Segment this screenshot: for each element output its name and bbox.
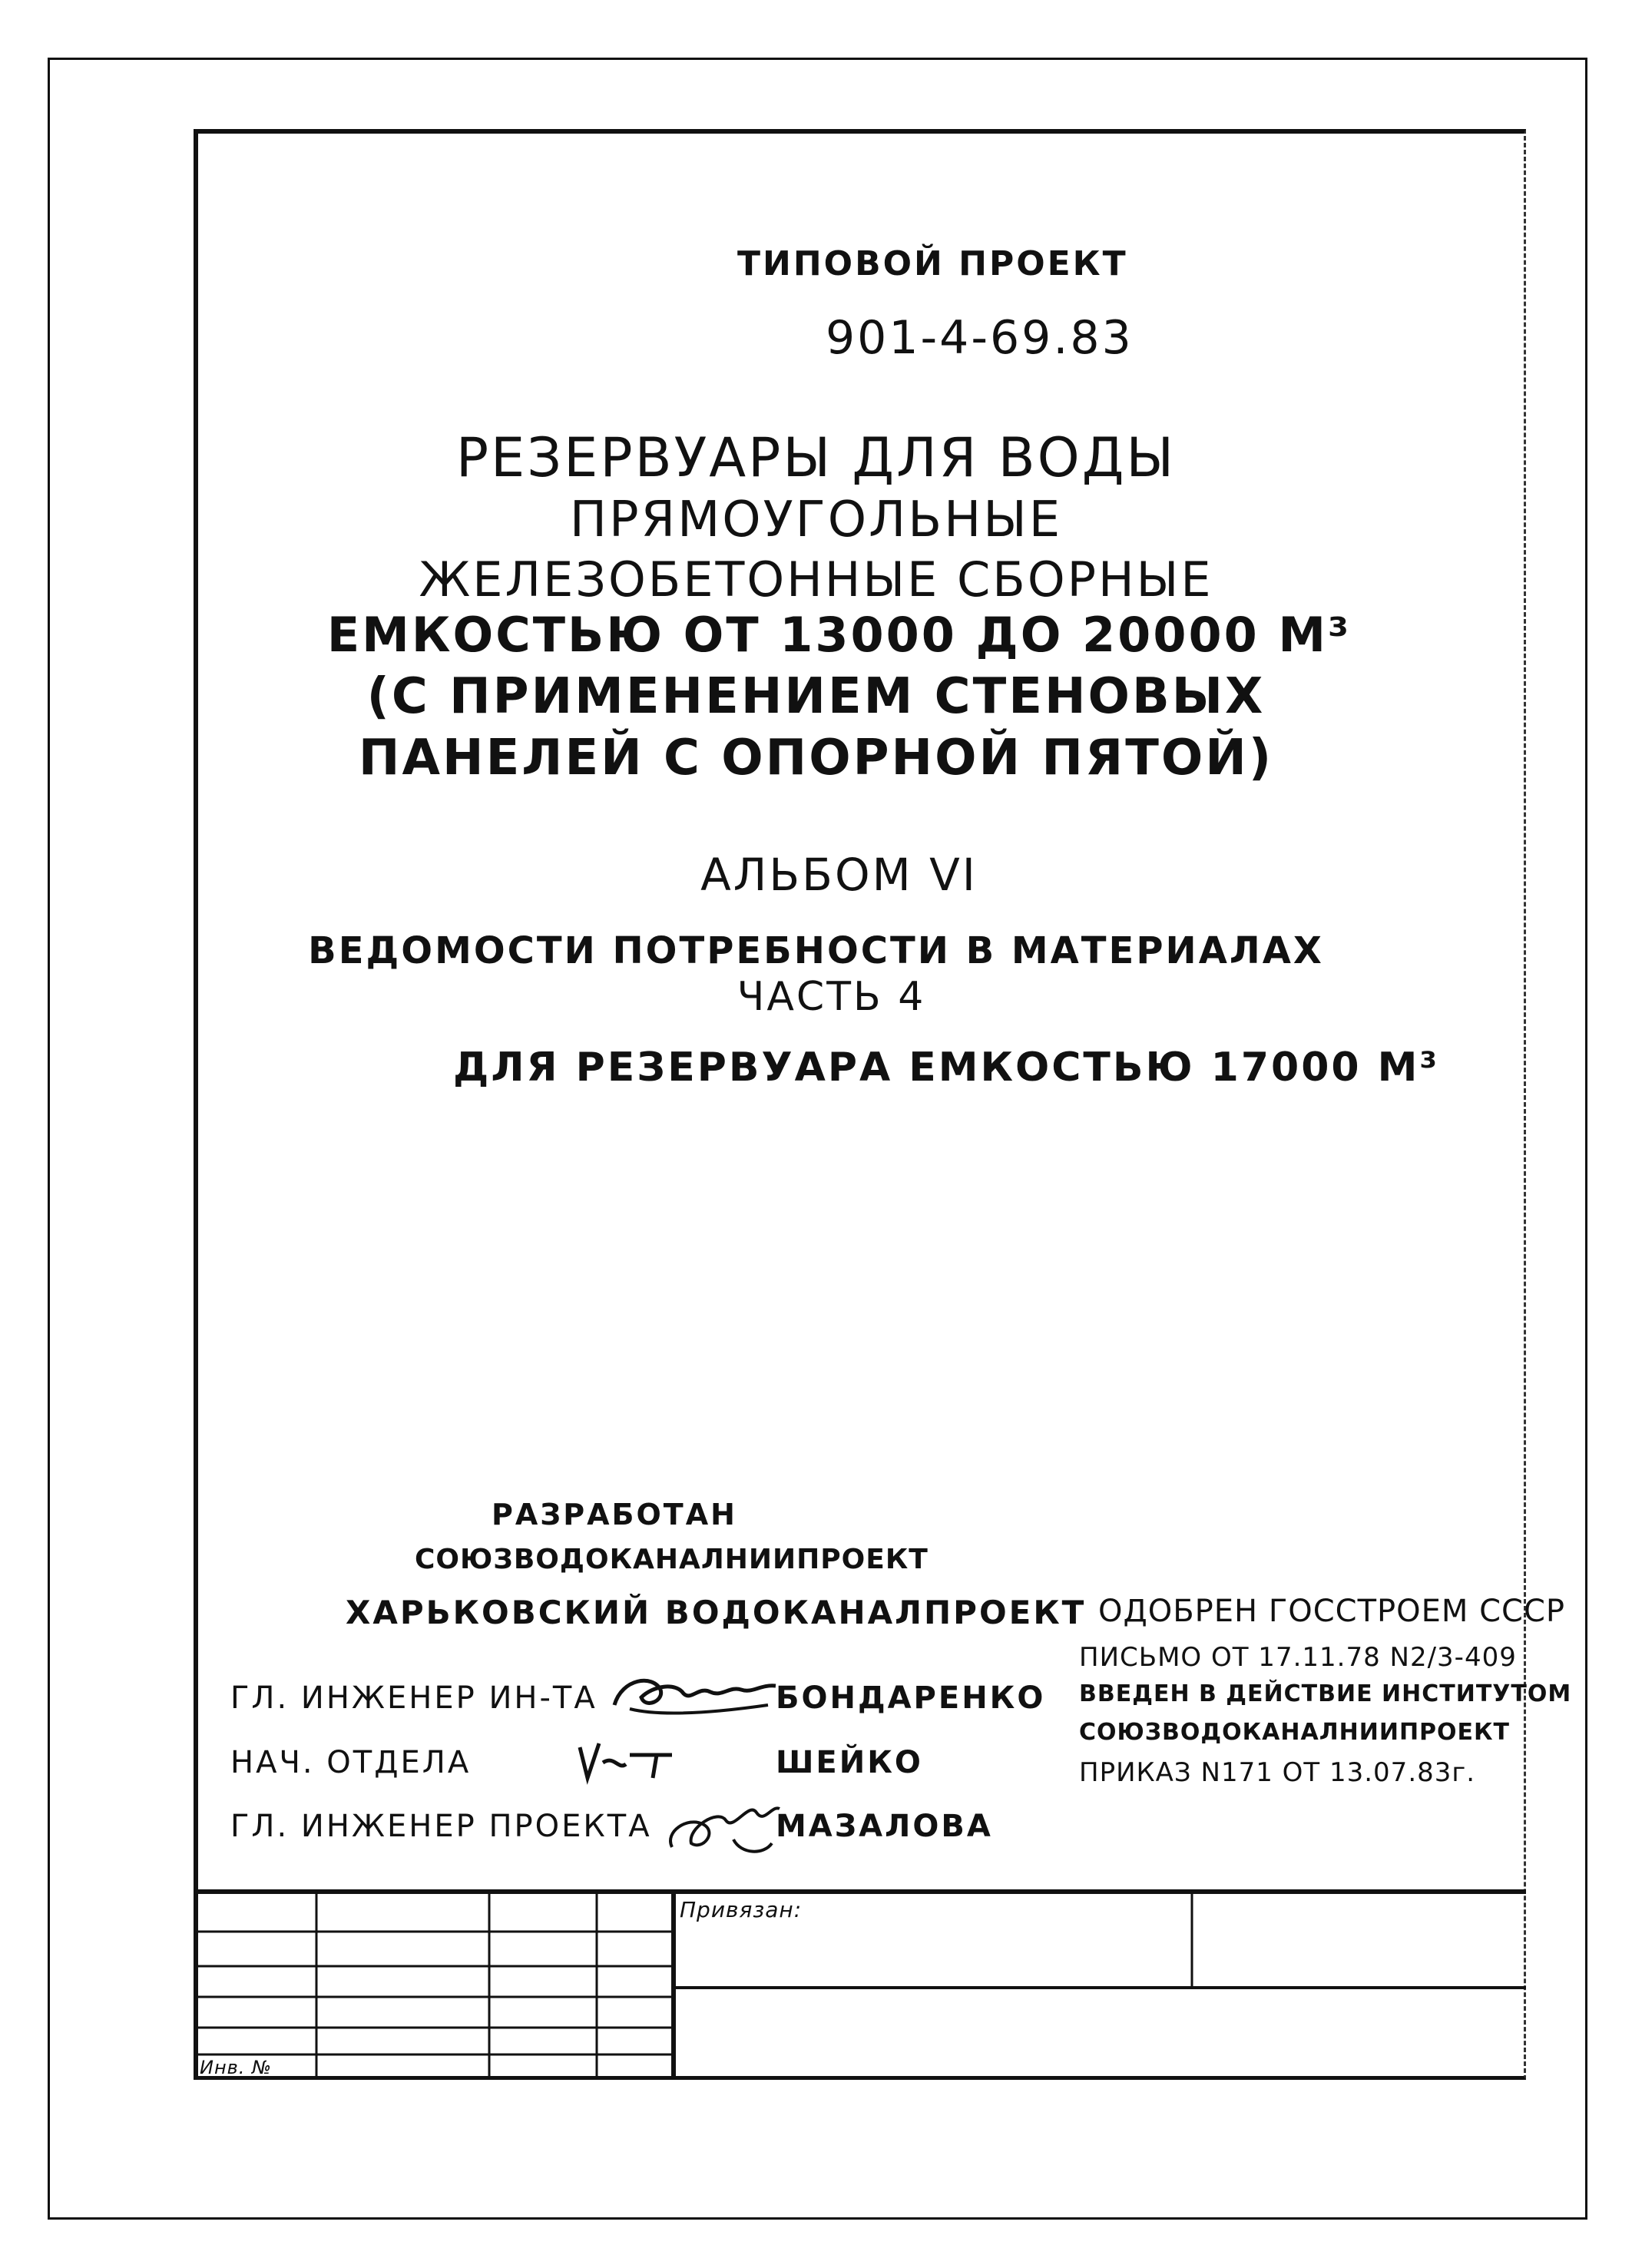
project-type-label: ТИПОВОЙ ПРОЕКТ bbox=[737, 244, 1128, 283]
signature-role-3: ГЛ. ИНЖЕНЕР ПРОЕКТА bbox=[230, 1809, 652, 1844]
approval-line-5: ПРИКАЗ N171 ОТ 13.07.83г. bbox=[1079, 1757, 1476, 1788]
signature-role-1: ГЛ. ИНЖЕНЕР ИН-ТА bbox=[230, 1680, 598, 1716]
developed-org-1: СОЮЗВОДОКАНАЛНИИПРОЕКТ bbox=[415, 1544, 929, 1575]
album-scope: ДЛЯ РЕЗЕРВУАРА ЕМКОСТЬЮ 17000 М³ bbox=[453, 1045, 1440, 1091]
title-line-4: ЕМКОСТЬЮ ОТ 13000 ДО 20000 М³ bbox=[326, 607, 1352, 663]
stamp-inv-label: Инв. № bbox=[200, 2057, 273, 2078]
signature-2-scribble bbox=[572, 1732, 703, 1793]
album-label: АЛЬБОМ VI bbox=[700, 849, 978, 901]
signature-role-2: НАЧ. ОТДЕЛА bbox=[230, 1745, 472, 1780]
album-subtitle: ВЕДОМОСТИ ПОТРЕБНОСТИ В МАТЕРИАЛАХ bbox=[308, 929, 1324, 972]
title-line-1: РЕЗЕРВУАРЫ ДЛЯ ВОДЫ bbox=[455, 426, 1177, 489]
stamp-grid bbox=[194, 1889, 1526, 2080]
developed-org-2: ХАРЬКОВСКИЙ ВОДОКАНАЛПРОЕКТ bbox=[346, 1594, 1087, 1631]
title-line-3: ЖЕЛЕЗОБЕТОННЫЕ СБОРНЫЕ bbox=[419, 551, 1213, 608]
project-code: 901-4-69.83 bbox=[826, 311, 1134, 365]
stamp-table bbox=[194, 1889, 1526, 2080]
title-line-5: (С ПРИМЕНЕНИЕМ СТЕНОВЫХ bbox=[366, 668, 1266, 725]
approval-line-3: ВВЕДЕН В ДЕЙСТВИЕ ИНСТИТУТОМ bbox=[1079, 1680, 1572, 1707]
signature-name-3: МАЗАЛОВА bbox=[776, 1809, 993, 1844]
approval-line-1: ОДОБРЕН ГОССТРОЕМ СССР bbox=[1098, 1594, 1566, 1629]
title-line-2: ПРЯМОУГОЛЬНЫЕ bbox=[569, 492, 1063, 548]
approval-line-4: СОЮЗВОДОКАНАЛНИИПРОЕКТ bbox=[1079, 1719, 1511, 1746]
signature-3-scribble bbox=[657, 1786, 787, 1862]
stamp-attached-label: Привязан: bbox=[680, 1897, 803, 1922]
album-part: ЧАСТЬ 4 bbox=[737, 974, 926, 1020]
signature-1-scribble bbox=[607, 1663, 783, 1724]
title-line-6: ПАНЕЛЕЙ С ОПОРНОЙ ПЯТОЙ) bbox=[358, 730, 1274, 786]
developed-label: РАЗРАБОТАН bbox=[492, 1498, 737, 1531]
approval-line-2: ПИСЬМО ОТ 17.11.78 N2/3-409 bbox=[1079, 1642, 1517, 1673]
signature-name-2: ШЕЙКО bbox=[776, 1745, 923, 1780]
signature-name-1: БОНДАРЕНКО bbox=[776, 1680, 1046, 1716]
